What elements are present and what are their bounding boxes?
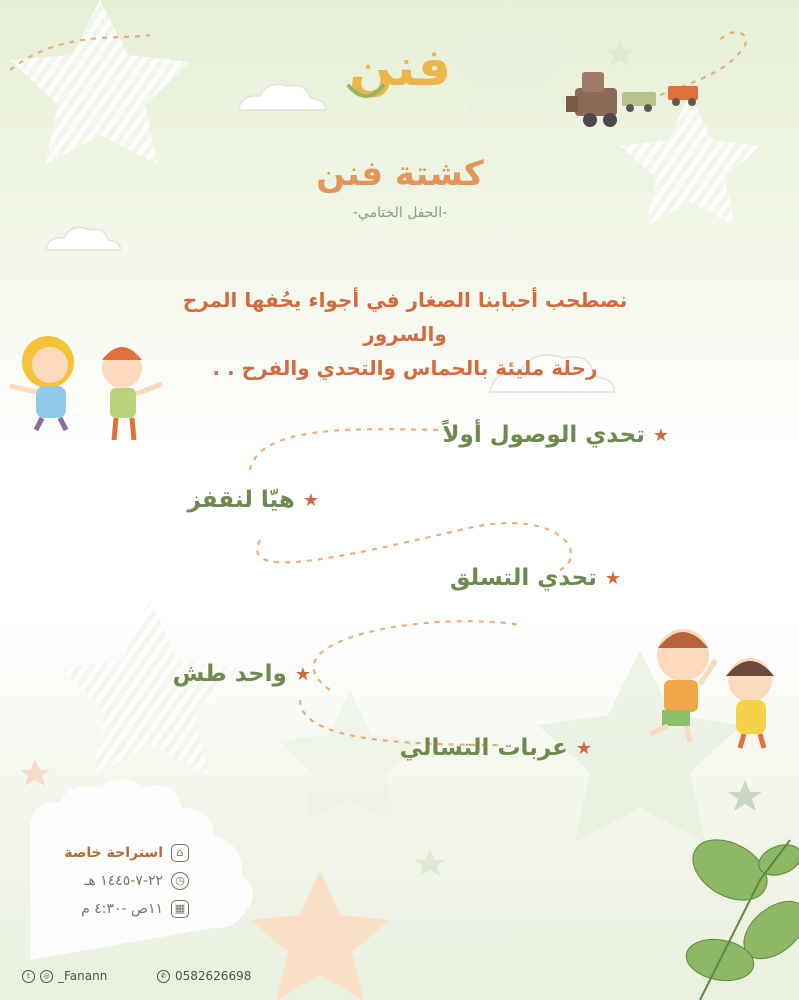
- activity-label: هيّا لنقفز: [187, 487, 295, 513]
- activity-item: [187, 485, 319, 516]
- star-icon: ★: [302, 489, 319, 511]
- home-icon: ⌂: [171, 844, 189, 862]
- twitter-icon: t: [22, 970, 35, 983]
- cloud: [46, 227, 120, 250]
- footer-phone: [157, 967, 251, 985]
- logo-smile-icon: [346, 82, 386, 102]
- phone-number: 0582626698: [175, 969, 252, 983]
- striped-star-top-left: [10, 0, 190, 165]
- social-handle: _Fanann: [58, 969, 108, 983]
- location-text: استراحة خاصة: [64, 845, 163, 861]
- star-icon: ★: [294, 663, 311, 685]
- activity-label: عربات التسالي: [399, 735, 568, 761]
- small-star: [20, 760, 50, 786]
- activity-item: [173, 659, 311, 690]
- event-intro: [150, 283, 660, 385]
- instagram-icon: ◎: [40, 970, 53, 983]
- activity-label: واحد طش: [172, 661, 287, 687]
- activity-item: [450, 563, 621, 594]
- clock-icon: ◷: [171, 872, 189, 890]
- kids-illustration-left: [10, 336, 162, 440]
- brand-logo: فنن: [348, 38, 452, 98]
- activity-label: تحدي الوصول أولاً: [442, 422, 645, 448]
- event-subtitle: -الحفل الختامي-: [352, 205, 448, 221]
- date-text: ٢٢-٧-١٤٤٥ هـ: [84, 873, 163, 889]
- activity-item: [442, 420, 669, 451]
- intro-line-1: نصطحب أحبابنا الصغار في أجواء يحُفها المرح والسرور: [182, 288, 628, 346]
- cloud: [238, 84, 326, 110]
- faint-star: [440, 0, 580, 120]
- small-star: [415, 850, 445, 876]
- intro-line-2: رحلة مليئة بالحماس والتحدي والفرح . .: [212, 356, 598, 380]
- detail-location: [64, 842, 189, 864]
- event-title: كشتة فنن: [316, 154, 484, 194]
- detail-time: [81, 898, 189, 920]
- star-icon: ★: [604, 567, 621, 589]
- detail-date: [84, 870, 189, 892]
- small-star: [728, 780, 762, 811]
- leaves-illustration: [682, 827, 799, 1000]
- small-star: [606, 40, 634, 66]
- peach-star: [250, 870, 390, 1000]
- activity-label: تحدي التسلق: [449, 565, 597, 591]
- footer-social: [22, 967, 107, 985]
- star-icon: ★: [652, 424, 669, 446]
- train-illustration: [566, 72, 698, 127]
- activity-item: [400, 733, 592, 764]
- striped-star-top-right: [620, 95, 760, 226]
- whatsapp-icon: ✆: [157, 970, 170, 983]
- star-icon: ★: [575, 737, 592, 759]
- calendar-icon: ▦: [171, 900, 189, 918]
- time-text: ١١ص -٤:٣٠ م: [81, 901, 163, 917]
